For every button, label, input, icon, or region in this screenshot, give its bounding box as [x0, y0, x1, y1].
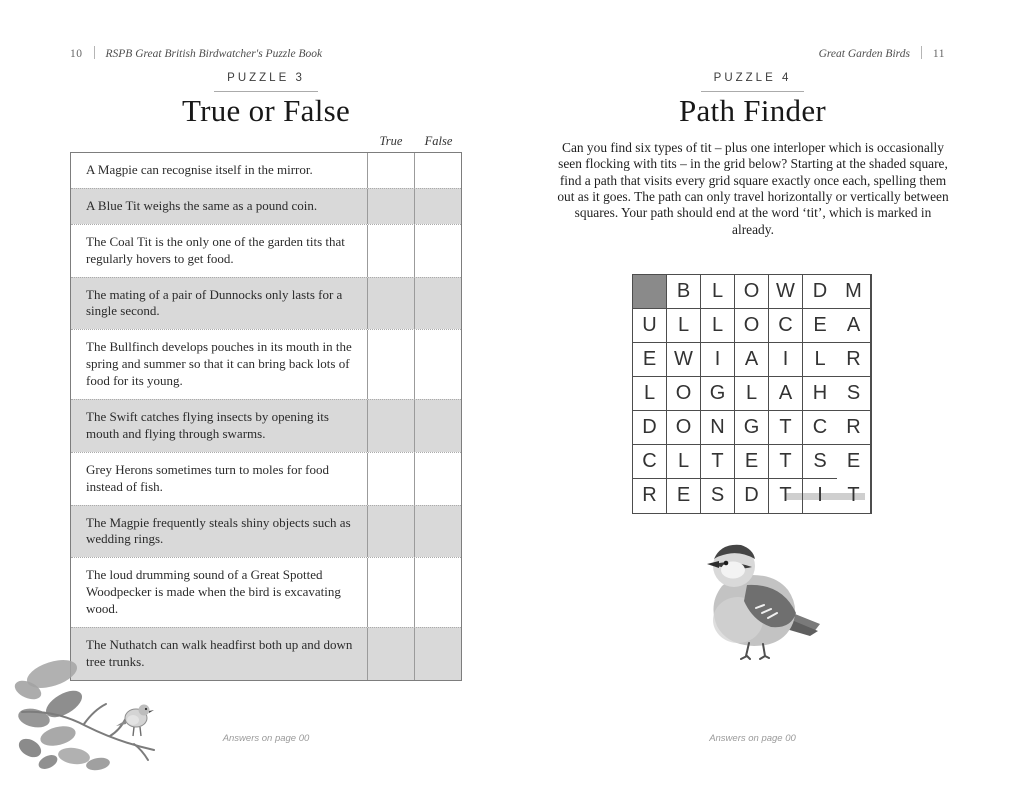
- left-page-number: 10: [70, 48, 83, 60]
- true-answer-cell[interactable]: [367, 400, 415, 452]
- left-page-title: True or False: [181, 93, 351, 128]
- grid-cell[interactable]: S: [803, 445, 837, 479]
- grid-cell[interactable]: T: [769, 411, 803, 445]
- grid-cell[interactable]: C: [769, 309, 803, 343]
- false-answer-cell[interactable]: [414, 153, 461, 188]
- puzzle-3-label-wrap: [70, 68, 462, 92]
- grid-cell[interactable]: T: [769, 479, 803, 513]
- small-bird-icon: [116, 705, 154, 737]
- statement-text: The Swift catches flying insects by opening its mouth and flying through swarms.: [86, 409, 329, 441]
- true-answer-cell[interactable]: [367, 506, 415, 558]
- grid-cell[interactable]: E: [667, 479, 701, 513]
- grid-cell[interactable]: N: [701, 411, 735, 445]
- grid-cell[interactable]: R: [633, 479, 667, 513]
- grid-cell[interactable]: C: [633, 445, 667, 479]
- grid-cell[interactable]: D: [633, 411, 667, 445]
- grid-cell[interactable]: L: [667, 445, 701, 479]
- letter-grid: [632, 274, 872, 514]
- grid-cell[interactable]: A: [735, 343, 769, 377]
- table-row: [71, 399, 461, 452]
- false-answer-cell[interactable]: [414, 400, 461, 452]
- statement-text: The Coal Tit is the only one of the garden tits that regularly hovers to get food.: [86, 233, 345, 266]
- foliage-corner-illustration: [14, 652, 182, 774]
- grid-cell[interactable]: A: [769, 377, 803, 411]
- false-answer-cell[interactable]: [414, 628, 461, 680]
- book-title: RSPB Great British Birdwatcher's Puzzle Book: [105, 48, 323, 60]
- grid-cell[interactable]: A: [837, 309, 871, 343]
- puzzle-instructions: Can you find six types of tit – plus one interloper which is occasionally seen flocking with tits – in the grid below? Starting at the shaded square, find a path that visits every grid square exactly once each, spelling them out as it goes. The path can only travel horizontally or vertically between squares. Your path should end at the word ‘tit’, which is marked in already.: [557, 140, 949, 237]
- true-answer-cell[interactable]: [367, 225, 415, 277]
- statement-text: A Blue Tit weighs the same as a pound coin.: [86, 197, 318, 213]
- grid-cell[interactable]: [633, 275, 667, 309]
- false-answer-cell[interactable]: [414, 558, 461, 627]
- statement-text: The Bullfinch develops pouches in its mouth in the spring and summer so that it can bring back lots of food for its young.: [86, 339, 352, 389]
- column-header-spacer: [70, 134, 367, 149]
- grid-cell[interactable]: O: [667, 411, 701, 445]
- grid-cell[interactable]: O: [735, 309, 769, 343]
- grid-cell[interactable]: I: [769, 343, 803, 377]
- left-answers-note: Answers on page 00: [222, 733, 310, 744]
- grid-cell[interactable]: D: [735, 479, 769, 513]
- table-row: [71, 329, 461, 399]
- grid-cell[interactable]: T: [837, 479, 871, 513]
- statement-text: The Nuthatch can walk headfirst both up and down tree trunks.: [86, 637, 353, 669]
- left-running-header: [70, 46, 322, 60]
- grid-cell[interactable]: S: [837, 377, 871, 411]
- table-row: [71, 557, 461, 627]
- true-column-label: True: [379, 134, 403, 148]
- grid-cell[interactable]: L: [735, 377, 769, 411]
- grid-cell[interactable]: L: [701, 309, 735, 343]
- grid-cell[interactable]: R: [837, 411, 871, 445]
- grid-cell[interactable]: U: [633, 309, 667, 343]
- table-row: [71, 188, 461, 224]
- true-answer-cell[interactable]: [367, 153, 415, 188]
- true-answer-cell[interactable]: [367, 453, 415, 505]
- puzzle-4-label-wrap: [560, 68, 945, 92]
- grid-cell[interactable]: H: [803, 377, 837, 411]
- statement-text: Grey Herons sometimes turn to moles for food instead of fish.: [86, 461, 329, 494]
- header-divider: [921, 46, 922, 59]
- right-running-header: [560, 46, 945, 60]
- grid-cell[interactable]: L: [633, 377, 667, 411]
- grid-cell[interactable]: L: [701, 275, 735, 309]
- true-answer-cell[interactable]: [367, 558, 415, 627]
- blue-tit-illustration: [692, 528, 832, 663]
- false-answer-cell[interactable]: [414, 278, 461, 330]
- grid-cell[interactable]: O: [735, 275, 769, 309]
- true-answer-cell[interactable]: [367, 278, 415, 330]
- grid-cell[interactable]: R: [837, 343, 871, 377]
- false-answer-cell[interactable]: [414, 189, 461, 224]
- right-answers-note: Answers on page 00: [709, 733, 796, 744]
- true-answer-cell[interactable]: [367, 330, 415, 399]
- table-row: [71, 224, 461, 277]
- grid-cell[interactable]: C: [803, 411, 837, 445]
- puzzle-4-label: PUZZLE 4: [701, 72, 805, 92]
- answer-column-headers: [70, 134, 462, 149]
- grid-cell[interactable]: E: [803, 309, 837, 343]
- header-divider: [94, 46, 95, 59]
- false-answer-cell[interactable]: [414, 225, 461, 277]
- right-page-title: Path Finder: [678, 93, 827, 128]
- false-answer-cell[interactable]: [414, 453, 461, 505]
- grid-cell[interactable]: B: [667, 275, 701, 309]
- grid-cell[interactable]: E: [735, 445, 769, 479]
- statement-text: The loud drumming sound of a Great Spotted Woodpecker is made when the bird is excavating wood.: [86, 567, 341, 617]
- statement-text: The Magpie frequently steals shiny objects such as wedding rings.: [86, 514, 351, 547]
- grid-cell[interactable]: S: [701, 479, 735, 513]
- grid-cell[interactable]: T: [769, 445, 803, 479]
- grid-cell[interactable]: W: [769, 275, 803, 309]
- grid-cell[interactable]: W: [667, 343, 701, 377]
- grid-cell[interactable]: G: [735, 411, 769, 445]
- grid-cell[interactable]: M: [837, 275, 871, 309]
- false-answer-cell[interactable]: [414, 330, 461, 399]
- false-answer-cell[interactable]: [414, 506, 461, 558]
- true-answer-cell[interactable]: [367, 628, 415, 680]
- section-title: Great Garden Birds: [818, 48, 910, 60]
- grid-cell[interactable]: G: [701, 377, 735, 411]
- true-answer-cell[interactable]: [367, 189, 415, 224]
- table-row: [71, 452, 461, 505]
- grid-cell[interactable]: I: [817, 484, 823, 506]
- grid-cell[interactable]: O: [667, 377, 701, 411]
- grid-cell[interactable]: D: [803, 275, 837, 309]
- table-row: [71, 277, 461, 330]
- statement-text: A Magpie can recognise itself in the mirror.: [86, 162, 313, 177]
- table-row: [71, 505, 461, 558]
- statements-table: [70, 152, 462, 681]
- right-page-number: 11: [932, 48, 945, 60]
- false-column-label: False: [424, 134, 453, 148]
- puzzle-3-label: PUZZLE 3: [214, 72, 318, 92]
- grid-cell[interactable]: L: [667, 309, 701, 343]
- grid-cell[interactable]: I: [701, 343, 735, 377]
- grid-cell[interactable]: T: [701, 445, 735, 479]
- grid-cell[interactable]: E: [837, 445, 871, 479]
- statement-text: The mating of a pair of Dunnocks only lasts for a single second.: [86, 286, 343, 319]
- grid-cell[interactable]: L: [803, 343, 837, 377]
- grid-cell[interactable]: E: [633, 343, 667, 377]
- table-row: [71, 153, 461, 188]
